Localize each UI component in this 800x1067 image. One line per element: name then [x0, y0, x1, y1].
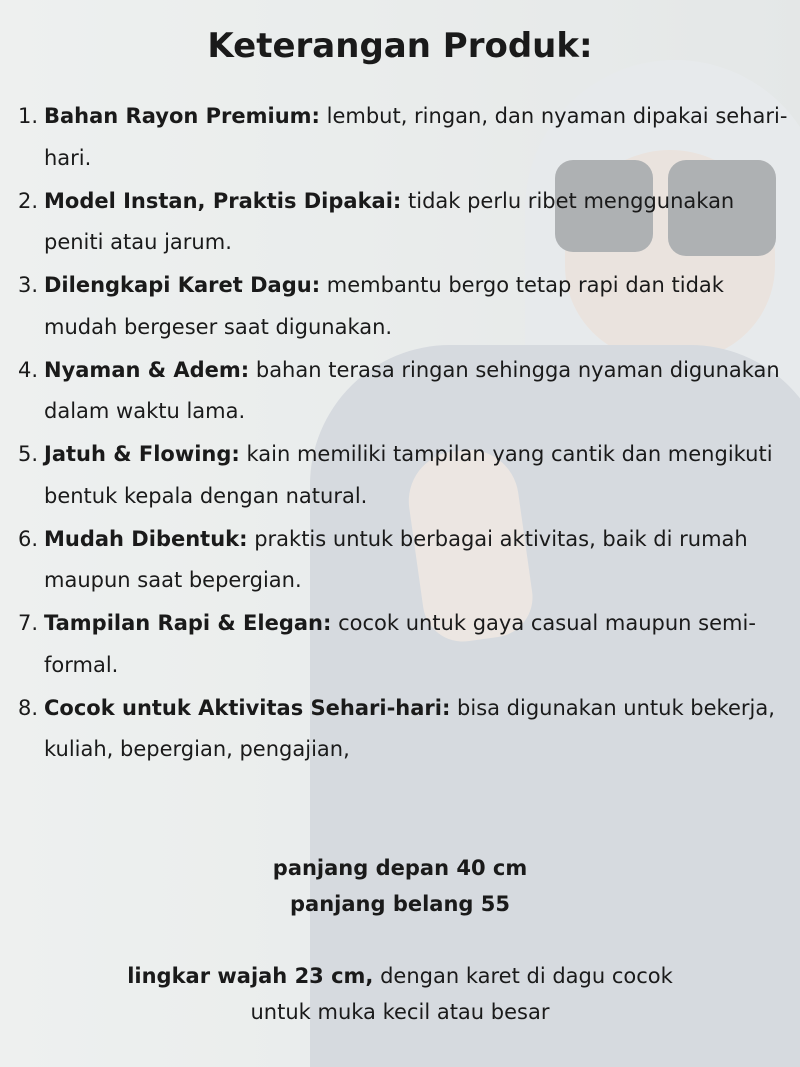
item-heading: Nyaman & Adem: — [44, 357, 250, 382]
item-text: kain memiliki tampilan yang cantik dan mengikuti bentuk kepala dengan natural. — [44, 442, 773, 508]
list-item — [0, 519, 800, 604]
item-text: lembut, ringan, dan nyaman dipakai sehari-hari. — [44, 104, 788, 170]
face-circumference — [0, 958, 800, 994]
item-text: cocok untuk gaya casual maupun semi-formal. — [44, 611, 756, 677]
face-circumference-heading: lingkar wajah 23 cm, — [127, 964, 374, 988]
face-size-note: untuk muka kecil atau besar — [250, 1000, 550, 1024]
face-circumference-text: dengan karet di dagu cocok — [373, 964, 673, 988]
item-text: bisa digunakan untuk bekerja, kuliah, bepergian, pengajian, — [44, 695, 775, 762]
item-number: 8. — [18, 695, 39, 720]
feature-list — [0, 96, 800, 772]
front-length: panjang depan 40 cm — [272, 856, 528, 880]
item-heading: Mudah Dibentuk: — [44, 526, 248, 551]
item-text: tidak perlu ribet menggunakan peniti atau jarum. — [44, 188, 735, 255]
item-heading: Cocok untuk Aktivitas Sehari-hari: — [44, 695, 451, 720]
list-item — [0, 96, 800, 181]
list-item — [0, 181, 800, 266]
item-heading: Jatuh & Flowing: — [44, 442, 240, 466]
item-text: praktis untuk berbagai aktivitas, baik di rumah maupun saat bepergian. — [44, 526, 748, 593]
item-number: 2. — [18, 188, 39, 213]
item-text: bahan terasa ringan sehingga nyaman digunakan dalam waktu lama. — [44, 357, 780, 424]
item-text: membantu bergo tetap rapi dan tidak mudah bergeser saat digunakan. — [44, 273, 724, 339]
item-heading: Dilengkapi Karet Dagu: — [44, 273, 321, 297]
list-item — [0, 603, 800, 688]
page-title: Keterangan Produk: — [207, 26, 593, 66]
item-number: 1. — [18, 104, 39, 128]
item-number: 7. — [18, 611, 39, 635]
item-heading: Bahan Rayon Premium: — [44, 104, 320, 128]
item-number: 4. — [18, 357, 39, 382]
back-length: panjang belang 55 — [290, 892, 510, 916]
list-item — [0, 434, 800, 519]
item-heading: Tampilan Rapi & Elegan: — [44, 611, 332, 635]
item-number: 6. — [18, 526, 39, 551]
item-number: 3. — [18, 273, 39, 297]
list-item — [0, 265, 800, 350]
item-heading: Model Instan, Praktis Dipakai: — [44, 188, 402, 213]
item-number: 5. — [18, 442, 39, 466]
list-item — [0, 350, 800, 435]
list-item — [0, 688, 800, 773]
